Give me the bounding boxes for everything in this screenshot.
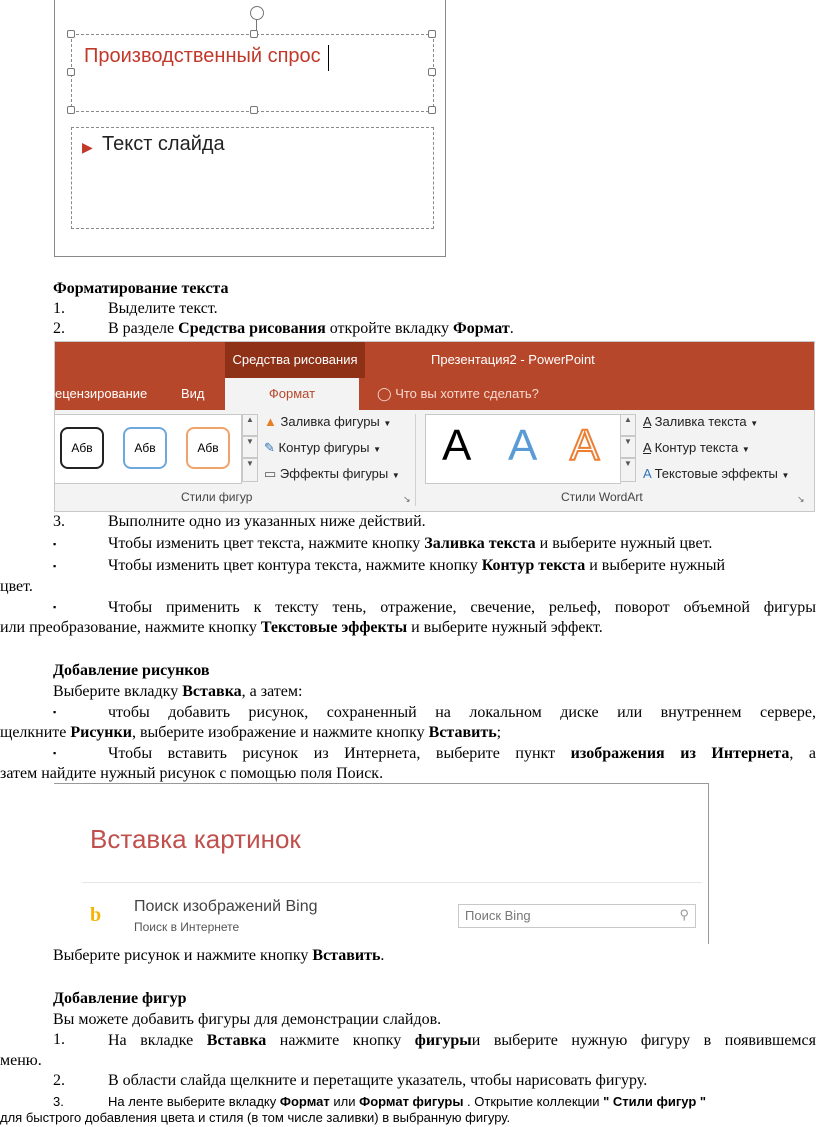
paragraph: Выберите вкладку Вставка, а затем: xyxy=(53,683,303,700)
bullet-square-icon: ▪ xyxy=(53,707,57,717)
text-cursor xyxy=(328,45,329,71)
slide-title-text[interactable]: Производственный спрос xyxy=(84,45,321,67)
ribbon-screenshot xyxy=(54,341,815,512)
list-item-continuation: меню. xyxy=(0,1052,42,1069)
shape-styles-gallery[interactable] xyxy=(55,414,242,484)
paragraph: Выберите рисунок и нажмите кнопку Вставить. xyxy=(53,947,385,964)
wordart-scroll-down[interactable]: ▼ xyxy=(620,436,636,458)
search-placeholder: Поиск Bing xyxy=(465,908,531,923)
pencil-icon: ✎ xyxy=(264,440,275,455)
bullet-square-icon: ▪ xyxy=(53,561,57,571)
shape-style-dark[interactable]: Абв xyxy=(60,427,104,469)
section-heading: Форматирование текста xyxy=(53,280,229,297)
text-outline-button[interactable]: A Контур текста ▼ xyxy=(643,440,750,455)
paragraph: Вы можете добавить фигуры для демонстрации слайдов. xyxy=(53,1011,442,1028)
shape-style-orange[interactable]: Абв xyxy=(186,427,230,469)
group-label-wordart-styles: Стили WordArt xyxy=(561,490,643,504)
text-fill-button[interactable]: A Заливка текста ▼ xyxy=(643,414,759,429)
bullet-text: чтобы добавить рисунок, сохраненный на локальном диске или внутреннем сервере, xyxy=(108,704,816,721)
wordart-style-orange[interactable]: A xyxy=(570,421,600,470)
bullet-square-icon: ▪ xyxy=(53,602,57,612)
bing-search-title[interactable]: Поиск изображений Bing xyxy=(134,898,318,915)
group-label-shape-styles: Стили фигур xyxy=(181,490,253,504)
resize-handle[interactable] xyxy=(67,30,75,38)
shape-style-blue[interactable]: Абв xyxy=(123,427,167,469)
tab-format[interactable]: Формат xyxy=(225,378,359,412)
slide-preview xyxy=(54,0,446,257)
resize-handle[interactable] xyxy=(428,30,436,38)
dialog-launcher-icon[interactable]: ↘ xyxy=(797,494,805,504)
section-heading: Добавление фигур xyxy=(53,990,187,1007)
paint-bucket-icon: ▲ xyxy=(264,414,277,429)
divider xyxy=(82,882,702,883)
content-placeholder[interactable] xyxy=(71,127,434,229)
shape-fill-button[interactable]: ▲ Заливка фигуры ▼ xyxy=(264,414,392,429)
section-heading: Добавление рисунков xyxy=(53,662,210,679)
slide-body-text[interactable]: Текст слайда xyxy=(102,133,225,155)
bing-search-subtitle: Поиск в Интернете xyxy=(134,920,240,934)
window-title: Презентация2 - PowerPoint xyxy=(431,352,595,367)
shape-effects-button[interactable]: ▭ Эффекты фигуры ▼ xyxy=(264,466,400,481)
rotate-handle-icon[interactable] xyxy=(250,6,264,20)
lightbulb-icon: ◯ xyxy=(377,386,392,401)
bullet-continuation: затем найдите нужный рисунок с помощью поля Поиск. xyxy=(0,765,384,782)
bullet-square-icon: ▪ xyxy=(53,539,57,549)
dialog-title: Вставка картинок xyxy=(90,824,301,854)
resize-handle[interactable] xyxy=(250,30,258,38)
wordart-scroll-up[interactable]: ▲ xyxy=(620,414,636,436)
wordart-style-blue[interactable]: A xyxy=(508,421,538,470)
wordart-style-black[interactable]: A xyxy=(442,421,472,470)
dropdown-arrow-icon: ▼ xyxy=(781,471,790,480)
bing-logo-icon: b xyxy=(90,904,102,926)
title-placeholder[interactable] xyxy=(71,34,434,112)
bullet-continuation: цвет. xyxy=(0,578,33,595)
wordart-more[interactable]: ▼ xyxy=(620,458,636,482)
bullet-continuation: щелкните Рисунки, выберите изображение и нажмите кнопку Вставить; xyxy=(0,724,502,741)
bullet-text: Чтобы применить к тексту тень, отражение, свечение, рельеф, поворот объемной фигуры xyxy=(108,599,816,616)
context-tab-drawing-tools: Средства рисования xyxy=(225,342,365,378)
effects-icon: ▭ xyxy=(264,466,277,481)
resize-handle[interactable] xyxy=(428,68,436,76)
dropdown-arrow-icon: ▼ xyxy=(373,445,381,454)
resize-handle[interactable] xyxy=(67,106,75,114)
gallery-scroll-down[interactable]: ▼ xyxy=(242,436,258,458)
resize-handle[interactable] xyxy=(67,68,75,76)
gallery-more[interactable]: ▼ xyxy=(242,458,258,482)
resize-handle[interactable] xyxy=(428,106,436,114)
tab-view[interactable]: Вид xyxy=(181,386,205,401)
bullet-text: Чтобы вставить рисунок из Интернета, выберите пункт изображения из Интернета, а xyxy=(108,745,816,762)
group-separator xyxy=(415,414,416,506)
bing-search-input[interactable] xyxy=(458,904,696,928)
bullet-continuation: или преобразование, нажмите кнопку Текстовые эффекты и выберите нужный эффект. xyxy=(0,619,603,636)
bullet-square-icon: ▪ xyxy=(53,748,57,758)
dropdown-arrow-icon: ▼ xyxy=(383,419,392,428)
dropdown-arrow-icon: ▼ xyxy=(391,471,400,480)
bullet-arrow-icon: ▶ xyxy=(82,141,93,156)
tell-me-label: Что вы хотите сделать? xyxy=(395,386,539,401)
list-item: 3. На ленте выберите вкладку Формат или Формат фигуры . Открытие коллекции " Стили фигур " xyxy=(53,1094,707,1109)
insert-pictures-dialog xyxy=(54,783,709,944)
text-effects-icon: A xyxy=(643,466,651,481)
text-fill-icon: A xyxy=(643,414,651,429)
tell-me-box[interactable] xyxy=(377,378,539,410)
dropdown-arrow-icon: ▼ xyxy=(750,419,759,428)
text-effects-button[interactable]: A Текстовые эффекты ▼ xyxy=(643,466,790,481)
list-item-text: На вкладке Вставка нажмите кнопку фигурыи выберите нужную фигуру в появившемся xyxy=(108,1032,816,1049)
resize-handle[interactable] xyxy=(250,106,258,114)
dropdown-arrow-icon: ▼ xyxy=(741,445,750,454)
search-icon[interactable]: ⚲ xyxy=(679,907,689,922)
text-outline-icon: A xyxy=(643,440,651,455)
gallery-scroll-up[interactable]: ▲ xyxy=(242,414,258,436)
tab-review[interactable]: ецензирование xyxy=(55,386,148,401)
list-item-continuation: для быстрого добавления цвета и стиля (в том числе заливки) в выбранную фигуру. xyxy=(0,1110,511,1125)
shape-outline-button[interactable]: ✎ Контур фигуры ▼ xyxy=(264,440,381,455)
dialog-launcher-icon[interactable]: ↘ xyxy=(403,494,411,504)
wordart-gallery[interactable] xyxy=(425,414,621,484)
